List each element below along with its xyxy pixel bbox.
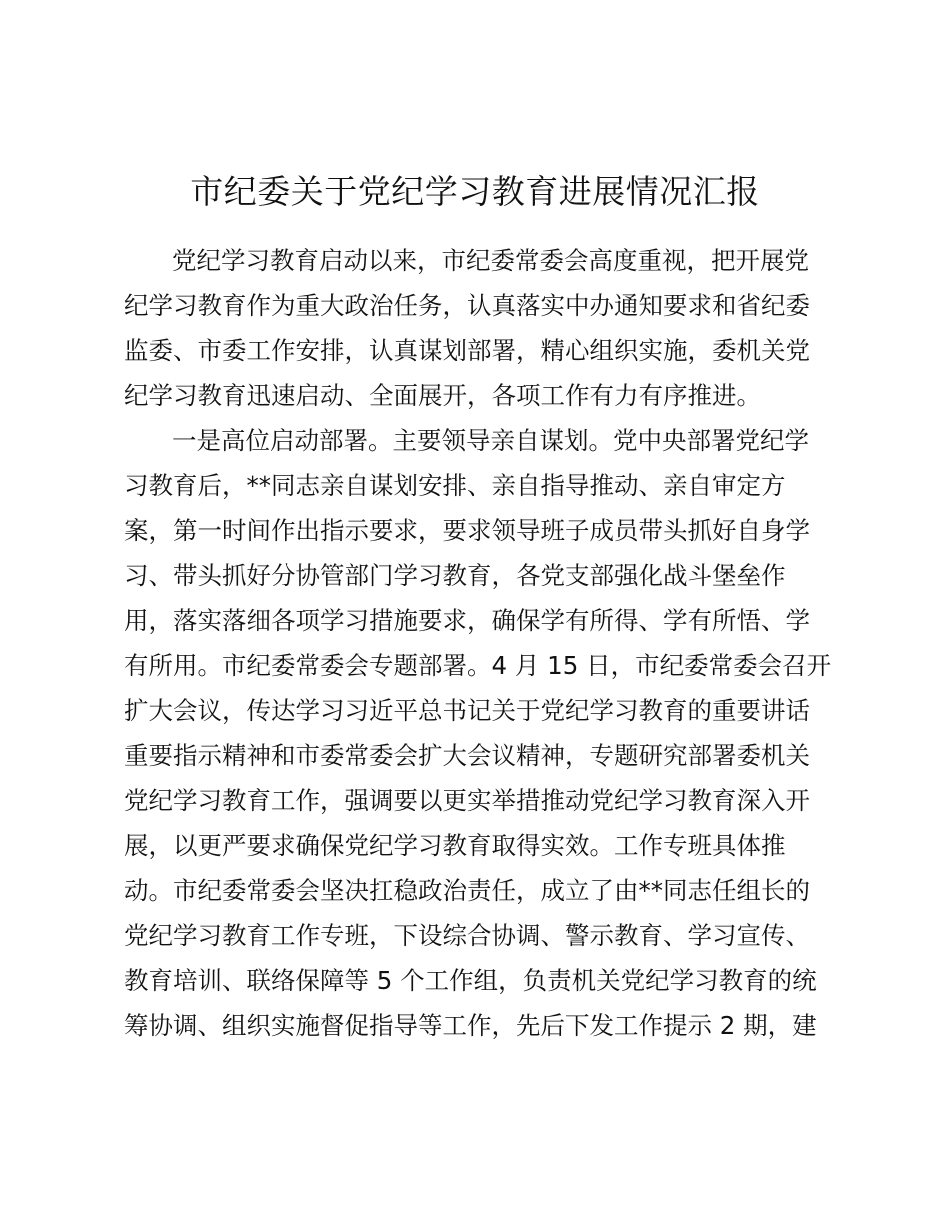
body-line: 筹协调、组织实施督促指导等工作，先后下发工作提示 2 期，建 (124, 1011, 817, 1040)
body-line: 纪学习教育作为重大政治任务，认真落实中办通知要求和省纪委 (124, 291, 810, 320)
body-line: 纪学习教育迅速启动、全面展开，各项工作有力有序推进。 (124, 381, 761, 410)
document-title: 市纪委关于党纪学习教育进展情况汇报 (190, 172, 760, 211)
body-line: 党纪学习教育工作，强调要以更实举措推动党纪学习教育深入开 (124, 786, 810, 815)
body-line: 展，以更严要求确保党纪学习教育取得实效。工作专班具体推 (124, 831, 786, 860)
body-line: 党纪学习教育启动以来，市纪委常委会高度重视，把开展党 (172, 246, 809, 275)
body-line: 习、带头抓好分协管部门学习教育，各党支部强化战斗堡垒作 (124, 561, 786, 590)
body-line: 教育培训、联络保障等 5 个工作组，负责机关党纪学习教育的统 (124, 966, 817, 995)
body-line: 有所用。市纪委常委会专题部署。4 月 15 日，市纪委常委会召开 (124, 651, 832, 680)
body-line: 习教育后，**同志亲自谋划安排、亲自指导推动、亲自审定方 (124, 471, 786, 500)
body-line: 党纪学习教育工作专班，下设综合协调、警示教育、学习宣传、 (124, 921, 810, 950)
body-line: 重要指示精神和市委常委会扩大会议精神，专题研究部署委机关 (124, 741, 810, 770)
body-line: 用，落实落细各项学习措施要求，确保学有所得、学有所悟、学 (124, 606, 810, 635)
body-line: 扩大会议，传达学习习近平总书记关于党纪学习教育的重要讲话 (124, 696, 810, 725)
body-line: 案，第一时间作出指示要求，要求领导班子成员带头抓好自身学 (124, 516, 810, 545)
body-line: 一是高位启动部署。主要领导亲自谋划。党中央部署党纪学 (172, 426, 809, 455)
document-body (124, 238, 844, 1048)
body-line: 监委、市委工作安排，认真谋划部署，精心组织实施，委机关党 (124, 336, 810, 365)
body-line: 动。市纪委常委会坚决扛稳政治责任，成立了由**同志任组长的 (124, 876, 810, 905)
